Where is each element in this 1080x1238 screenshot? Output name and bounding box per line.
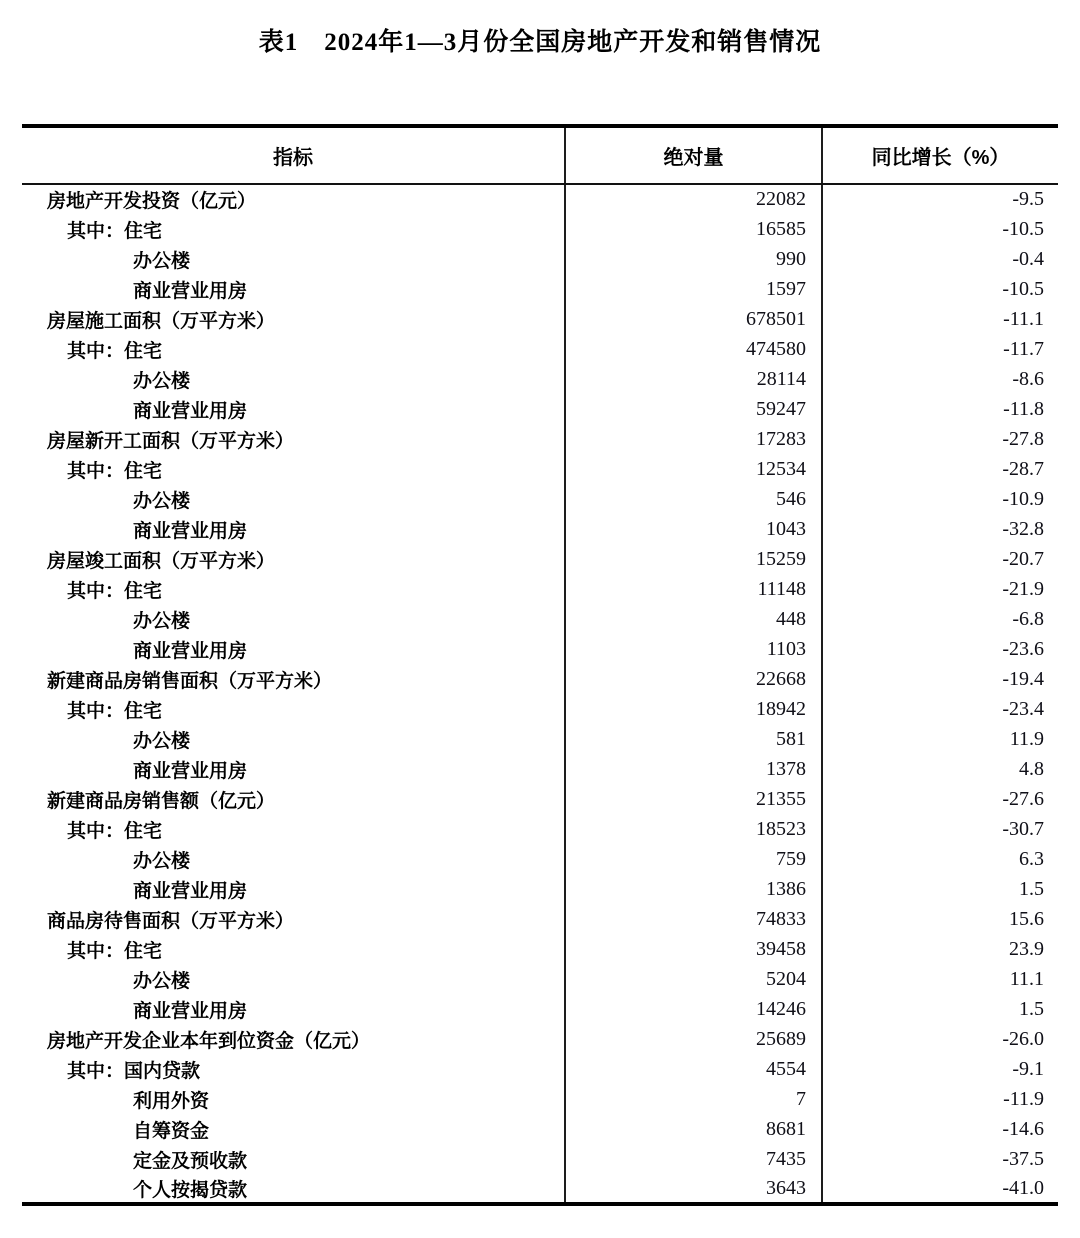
table-row bbox=[22, 754, 1058, 784]
table-row bbox=[22, 694, 1058, 724]
indicator-cell: 办公楼 bbox=[133, 490, 191, 512]
absolute-value-cell: 25689 bbox=[565, 1024, 822, 1054]
growth-value-cell: -6.8 bbox=[822, 604, 1058, 634]
indicator-cell: 办公楼 bbox=[133, 850, 191, 872]
growth-value-cell: -32.8 bbox=[822, 514, 1058, 544]
table-row bbox=[22, 604, 1058, 634]
indicator-cell: 个人按揭贷款 bbox=[133, 1179, 248, 1201]
growth-value-cell: -11.7 bbox=[822, 334, 1058, 364]
table-row bbox=[22, 784, 1058, 814]
indicator-cell: 自筹资金 bbox=[133, 1120, 210, 1142]
indicator-cell: 办公楼 bbox=[133, 610, 191, 632]
column-header-indicator: 指标 bbox=[22, 126, 565, 184]
table-row bbox=[22, 454, 1058, 484]
indicator-cell: 其中：住宅 bbox=[67, 940, 163, 962]
indicator-cell: 商业营业用房 bbox=[133, 880, 248, 902]
table-header bbox=[22, 126, 1058, 184]
indicator-cell: 商业营业用房 bbox=[133, 520, 248, 542]
indicator-cell: 房屋施工面积（万平方米） bbox=[47, 310, 276, 332]
table-row bbox=[22, 1084, 1058, 1114]
growth-value-cell: -11.8 bbox=[822, 394, 1058, 424]
indicator-cell: 商业营业用房 bbox=[133, 1000, 248, 1022]
growth-value-cell: -23.4 bbox=[822, 694, 1058, 724]
growth-value-cell: -10.5 bbox=[822, 214, 1058, 244]
growth-value-cell: 23.9 bbox=[822, 934, 1058, 964]
table-row bbox=[22, 844, 1058, 874]
growth-value-cell: -10.9 bbox=[822, 484, 1058, 514]
absolute-value-cell: 22082 bbox=[565, 184, 822, 214]
table-row bbox=[22, 544, 1058, 574]
table-row bbox=[22, 1174, 1058, 1204]
absolute-value-cell: 28114 bbox=[565, 364, 822, 394]
table-row bbox=[22, 664, 1058, 694]
table-row bbox=[22, 904, 1058, 934]
growth-value-cell: -26.0 bbox=[822, 1024, 1058, 1054]
table-row bbox=[22, 874, 1058, 904]
table-row bbox=[22, 514, 1058, 544]
absolute-value-cell: 8681 bbox=[565, 1114, 822, 1144]
table-row bbox=[22, 574, 1058, 604]
growth-value-cell: -27.8 bbox=[822, 424, 1058, 454]
absolute-value-cell: 17283 bbox=[565, 424, 822, 454]
table-row bbox=[22, 304, 1058, 334]
absolute-value-cell: 7 bbox=[565, 1084, 822, 1114]
table-row bbox=[22, 244, 1058, 274]
absolute-value-cell: 5204 bbox=[565, 964, 822, 994]
indicator-cell: 其中：住宅 bbox=[67, 580, 163, 602]
growth-value-cell: -41.0 bbox=[822, 1174, 1058, 1204]
indicator-cell: 其中：住宅 bbox=[67, 460, 163, 482]
growth-value-cell: -9.1 bbox=[822, 1054, 1058, 1084]
indicator-cell: 商业营业用房 bbox=[133, 280, 248, 302]
absolute-value-cell: 1043 bbox=[565, 514, 822, 544]
absolute-value-cell: 11148 bbox=[565, 574, 822, 604]
table-row bbox=[22, 1024, 1058, 1054]
growth-value-cell: -10.5 bbox=[822, 274, 1058, 304]
indicator-cell: 其中：国内贷款 bbox=[67, 1060, 201, 1082]
growth-value-cell: -30.7 bbox=[822, 814, 1058, 844]
absolute-value-cell: 1597 bbox=[565, 274, 822, 304]
growth-value-cell: -19.4 bbox=[822, 664, 1058, 694]
table-row bbox=[22, 334, 1058, 364]
table-row bbox=[22, 724, 1058, 754]
growth-value-cell: -9.5 bbox=[822, 184, 1058, 214]
absolute-value-cell: 18523 bbox=[565, 814, 822, 844]
growth-value-cell: -37.5 bbox=[822, 1144, 1058, 1174]
table-row bbox=[22, 964, 1058, 994]
growth-value-cell: -28.7 bbox=[822, 454, 1058, 484]
table-row bbox=[22, 214, 1058, 244]
indicator-cell: 房地产开发企业本年到位资金（亿元） bbox=[47, 1030, 371, 1052]
growth-value-cell: -0.4 bbox=[822, 244, 1058, 274]
indicator-cell: 其中：住宅 bbox=[67, 700, 163, 722]
table-body bbox=[22, 184, 1058, 1204]
indicator-cell: 新建商品房销售额（亿元） bbox=[47, 790, 276, 812]
indicator-cell: 办公楼 bbox=[133, 250, 191, 272]
indicator-cell: 商品房待售面积（万平方米） bbox=[47, 910, 295, 932]
indicator-cell: 其中：住宅 bbox=[67, 820, 163, 842]
real-estate-statistics-table bbox=[22, 124, 1058, 1206]
table-row bbox=[22, 424, 1058, 454]
growth-value-cell: -11.1 bbox=[822, 304, 1058, 334]
table-row bbox=[22, 1054, 1058, 1084]
table-row bbox=[22, 814, 1058, 844]
absolute-value-cell: 59247 bbox=[565, 394, 822, 424]
absolute-value-cell: 1103 bbox=[565, 634, 822, 664]
absolute-value-cell: 4554 bbox=[565, 1054, 822, 1084]
table-row bbox=[22, 274, 1058, 304]
growth-value-cell: 4.8 bbox=[822, 754, 1058, 784]
absolute-value-cell: 1378 bbox=[565, 754, 822, 784]
indicator-cell: 定金及预收款 bbox=[133, 1150, 248, 1172]
absolute-value-cell: 18942 bbox=[565, 694, 822, 724]
growth-value-cell: -8.6 bbox=[822, 364, 1058, 394]
absolute-value-cell: 21355 bbox=[565, 784, 822, 814]
absolute-value-cell: 448 bbox=[565, 604, 822, 634]
table-row bbox=[22, 394, 1058, 424]
growth-value-cell: -20.7 bbox=[822, 544, 1058, 574]
indicator-cell: 房地产开发投资（亿元） bbox=[47, 191, 257, 212]
absolute-value-cell: 3643 bbox=[565, 1174, 822, 1204]
absolute-value-cell: 990 bbox=[565, 244, 822, 274]
growth-value-cell: 11.1 bbox=[822, 964, 1058, 994]
absolute-value-cell: 1386 bbox=[565, 874, 822, 904]
page-title: 表1 2024年1—3月份全国房地产开发和销售情况 bbox=[258, 29, 822, 56]
growth-value-cell: 15.6 bbox=[822, 904, 1058, 934]
indicator-cell: 利用外资 bbox=[133, 1090, 210, 1112]
absolute-value-cell: 16585 bbox=[565, 214, 822, 244]
absolute-value-cell: 7435 bbox=[565, 1144, 822, 1174]
absolute-value-cell: 678501 bbox=[565, 304, 822, 334]
indicator-cell: 办公楼 bbox=[133, 730, 191, 752]
table-row bbox=[22, 364, 1058, 394]
growth-value-cell: 1.5 bbox=[822, 874, 1058, 904]
indicator-cell: 商业营业用房 bbox=[133, 400, 248, 422]
table-row bbox=[22, 994, 1058, 1024]
table-row bbox=[22, 634, 1058, 664]
indicator-cell: 房屋竣工面积（万平方米） bbox=[47, 550, 276, 572]
table-row bbox=[22, 934, 1058, 964]
growth-value-cell: 11.9 bbox=[822, 724, 1058, 754]
absolute-value-cell: 74833 bbox=[565, 904, 822, 934]
indicator-cell: 房屋新开工面积（万平方米） bbox=[47, 430, 295, 452]
absolute-value-cell: 759 bbox=[565, 844, 822, 874]
absolute-value-cell: 15259 bbox=[565, 544, 822, 574]
growth-value-cell: -23.6 bbox=[822, 634, 1058, 664]
indicator-cell: 其中：住宅 bbox=[67, 340, 163, 362]
absolute-value-cell: 581 bbox=[565, 724, 822, 754]
header-row bbox=[22, 126, 1058, 184]
table-row bbox=[22, 184, 1058, 214]
absolute-value-cell: 474580 bbox=[565, 334, 822, 364]
absolute-value-cell: 14246 bbox=[565, 994, 822, 1024]
indicator-cell: 其中：住宅 bbox=[67, 220, 163, 242]
growth-value-cell: 6.3 bbox=[822, 844, 1058, 874]
growth-value-cell: 1.5 bbox=[822, 994, 1058, 1024]
indicator-cell: 办公楼 bbox=[133, 370, 191, 392]
absolute-value-cell: 12534 bbox=[565, 454, 822, 484]
table-row bbox=[22, 1144, 1058, 1174]
column-header-growth: 同比增长（%） bbox=[822, 126, 1058, 184]
indicator-cell: 新建商品房销售面积（万平方米） bbox=[47, 670, 333, 692]
table-row bbox=[22, 1114, 1058, 1144]
growth-value-cell: -27.6 bbox=[822, 784, 1058, 814]
absolute-value-cell: 39458 bbox=[565, 934, 822, 964]
indicator-cell: 办公楼 bbox=[133, 970, 191, 992]
growth-value-cell: -11.9 bbox=[822, 1084, 1058, 1114]
indicator-cell: 商业营业用房 bbox=[133, 760, 248, 782]
indicator-cell: 商业营业用房 bbox=[133, 640, 248, 662]
table-row bbox=[22, 484, 1058, 514]
growth-value-cell: -14.6 bbox=[822, 1114, 1058, 1144]
absolute-value-cell: 546 bbox=[565, 484, 822, 514]
absolute-value-cell: 22668 bbox=[565, 664, 822, 694]
growth-value-cell: -21.9 bbox=[822, 574, 1058, 604]
column-header-absolute: 绝对量 bbox=[565, 126, 822, 184]
